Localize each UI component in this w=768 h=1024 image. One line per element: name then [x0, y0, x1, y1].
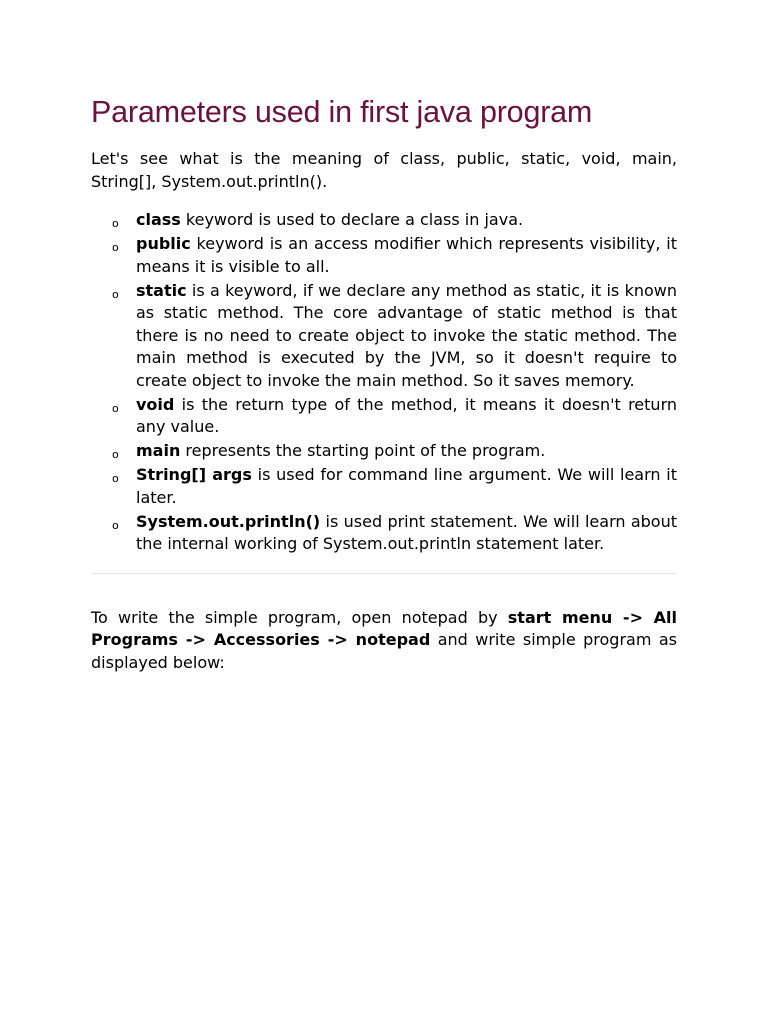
bullet-circle-icon: o [112, 287, 119, 301]
description: is used print statement. We will learn about the internal working of System.out.println statement later. [136, 511, 677, 553]
description: is a keyword, if we declare any method as static, it is known as static method. The core advantage of static method is that there is no need to create object to invoke the static method. The main method is executed by the JVM, so it doesn't require to create object to invoke the main method. So it saves memory. [136, 280, 677, 390]
description: is used for command line argument. We will learn it later. [136, 465, 678, 507]
bullet-circle-icon: o [112, 217, 119, 230]
list-item-void [91, 394, 677, 439]
keyword: class [136, 210, 181, 229]
bullet-circle-icon: o [112, 518, 119, 532]
bullet-circle-icon: o [112, 472, 119, 485]
list-item-static [91, 280, 677, 393]
section-divider [91, 573, 677, 574]
description: keyword is an access modifier which represents visibility, it means it is visible to all. [136, 234, 677, 276]
outro-prefix: To write the simple program, open notepad by [91, 607, 508, 627]
outro-suffix: and write simple program as displayed below: [91, 630, 677, 672]
keyword: static [136, 280, 187, 300]
keyword: void [136, 394, 175, 414]
list-item-main [91, 440, 677, 463]
description: is the return type of the method, it means it doesn't return any value. [136, 394, 677, 436]
description: represents the starting point of the program. [180, 441, 546, 460]
list-item-println [91, 511, 677, 556]
keyword: System.out.println() [136, 511, 321, 531]
bullet-circle-icon: o [112, 401, 119, 415]
list-item-public [91, 233, 677, 278]
list-item-class [91, 209, 677, 232]
description: keyword is used to declare a class in java. [180, 210, 524, 229]
intro-paragraph: Let's see what is the meaning of class, public, static, void, main, String[], System.out.println(). [91, 149, 677, 191]
document-page [91, 90, 677, 674]
list-item-string-args [91, 464, 677, 509]
bullet-circle-icon: o [112, 448, 119, 461]
bullet-circle-icon: o [112, 241, 119, 254]
outro-menu-path: start menu -> All Programs -> Accessories -> notepad [91, 607, 677, 649]
parameter-list [91, 209, 677, 556]
outro-paragraph [91, 607, 677, 675]
page-title: Parameters used in first java program [91, 95, 593, 129]
keyword: public [136, 234, 191, 253]
keyword: String[] args [136, 465, 252, 484]
keyword: main [136, 441, 181, 460]
